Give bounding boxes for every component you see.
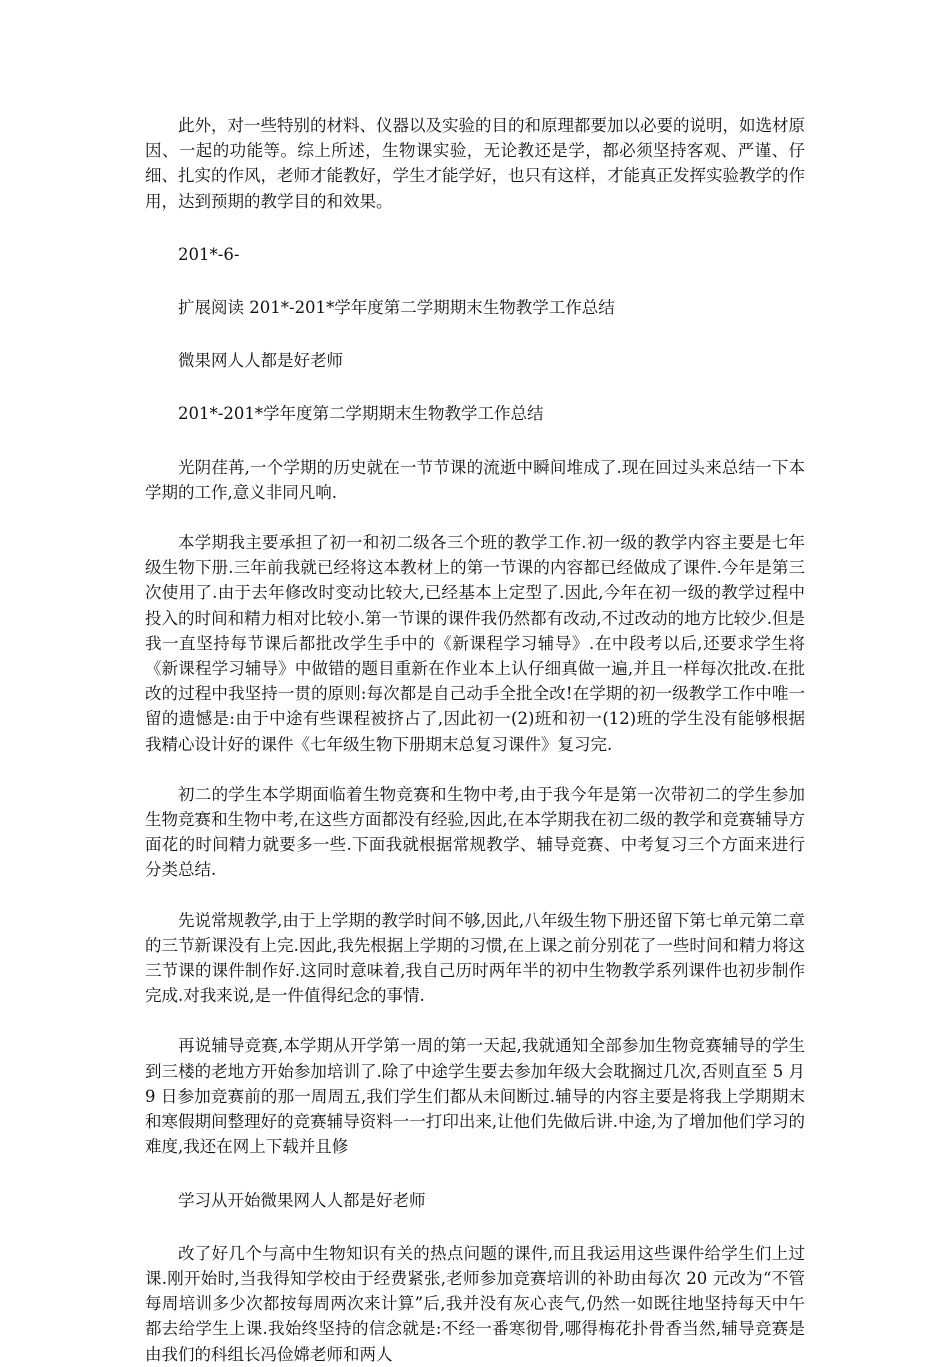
document-page [145,113,805,1367]
site-slogan: 微果网人人都是好老师 [178,351,343,371]
paragraph-competition: 再说辅导竞赛,本学期从开学第一周的第一天起,我就通知全部参加生物竞赛辅导的学生到三楼的老地方开始参加培训了.除了中途学生要去参加年级大会耽搁过几次,否则直至 5 月 9 日参加竞赛前的那一周周五,我们学生们都从未间断过.辅导的内容主要是将我上学期期末和寒假期间整理好的竞赛辅导资料一一打印出来,让他们先做后讲.中途,为了增加他们学习的难度,我还在网上下载并且修 [145,1036,805,1157]
paragraph-opening: 光阴荏苒,一个学期的历史就在一节节课的流逝中瞬间堆成了.现在回过头来总结一下本学期的工作,意义非同凡响. [145,457,805,502]
extended-reading-title: 扩展阅读 201*-201*学年度第二学期期末生物教学工作总结 [178,298,615,318]
paragraph-grade-two: 初二的学生本学期面临着生物竞赛和生物中考,由于我今年是第一次带初二的学生参加生物竞赛和生物中考,在这些方面都没有经验,因此,在本学期我在初二级的教学和竞赛辅导方面花的时间精力就要多一些.下面我就根据常规教学、辅导竞赛、中考复习三个方面来进行分类总结. [145,784,805,880]
paragraph-intro: 此外，对一些特别的材料、仪器以及实验的目的和原理都要加以必要的说明，如选材原因、一起的功能等。综上所述，生物课实验，无论教还是学，都必须坚持客观、严谨、仔细、扎实的作风，老师才能教好，学生才能学好，也只有这样，才能真正发挥实验教学的作用，达到预期的教学目的和效果。 [145,116,805,211]
page-footer-slogan: 学习从开始微果网人人都是好老师 [178,1190,426,1210]
paragraph-continued: 改了好几个与高中生物知识有关的热点问题的课件,而且我运用这些课件给学生们上过课.刚开始时,当我得知学校由于经费紧张,老师参加竞赛培训的补助由每次 20 元改为“不管每周培训多少次都按每周两次来计算”后,我并没有灰心丧气,仍然一如既往地坚持每天中午都去给学生上课.我始终坚持的信念就是:不经一番寒彻骨,哪得梅花扑骨香当然,辅导竞赛是由我们的科组长冯俭嫦老师和两人 [145,1243,805,1364]
date-line: 201*-6- [178,244,240,264]
report-title: 201*-201*学年度第二学期期末生物教学工作总结 [178,404,544,424]
paragraph-regular-teaching: 先说常规教学,由于上学期的教学时间不够,因此,八年级生物下册还留下第七单元第二章的三节新课没有上完.因此,我先根据上学期的习惯,在上课之前分别花了一些时间和精力将这三节课的课件制作好.这同时意味着,我自己历时两年半的初中生物教学系列课件也初步制作完成.对我来说,是一件值得纪念的事情. [145,910,805,1006]
paragraph-grade-one: 本学期我主要承担了初一和初二级各三个班的教学工作.初一级的教学内容主要是七年级生物下册.三年前我就已经将这本教材上的第一节课的内容都已经做成了课件.今年是第三次使用了.由于去年修改时变动比较大,已经基本上定型了.因此,今年在初一级的教学过程中投入的时间和精力相对比较小.第一节课的课件我仍然都有改动,不过改动的地方比较少.但是我一直坚持每节课后都批改学生手中的《新课程学习辅导》.在中段考以后,还要求学生将《新课程学习辅导》中做错的题目重新在作业本上认仔细真做一遍,并且一样每次批改.在批改的过程中我坚持一贯的原则:每次都是自己动手全批全改!在学期的初一级教学工作中唯一留的遗憾是:由于中途有些课程被挤占了,因此初一(2)班和初一(12)班的学生没有能够根据我精心设计好的课件《七年级生物下册期末总复习课件》复习完. [145,533,805,754]
